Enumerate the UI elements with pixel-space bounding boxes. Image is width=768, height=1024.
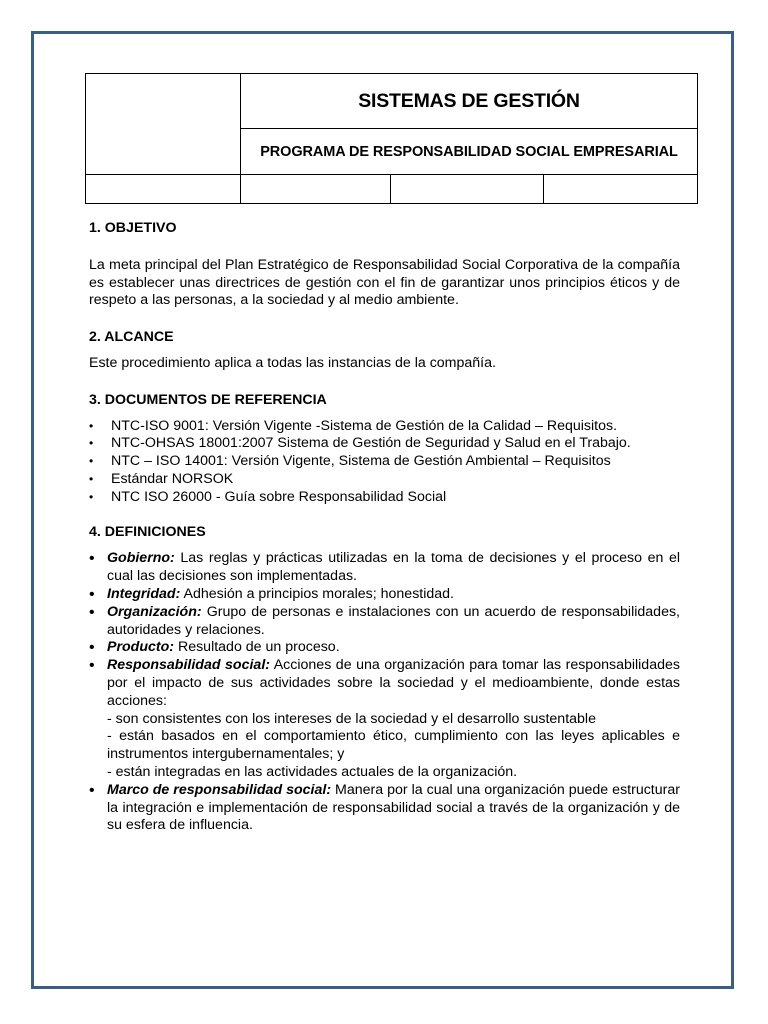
definition-item (89, 639, 680, 657)
alcance-text: Este procedimiento aplica a todas las instancias de la compañía. (89, 354, 496, 371)
section-heading-alcance: 2. ALCANCE (89, 329, 174, 346)
definition-item (89, 604, 680, 640)
header-meta-cell (544, 175, 698, 204)
definition-text: Las reglas y prácticas utilizadas en la toma de decisiones y el proceso en el cual las decisiones son implementadas. (107, 550, 680, 585)
definition-term: Marco de responsabilidad social: (107, 781, 332, 798)
definition-item (89, 550, 680, 586)
definition-text: Adhesión a principios morales; honestidad. (183, 585, 454, 602)
definition-text: Acciones de una organización para tomar las responsabilidades por el impacto de sus actividades sobre la sociedad y el medioambiente, donde estas acciones: (107, 657, 680, 709)
document-subtitle: PROGRAMA DE RESPONSABILIDAD SOCIAL EMPRESARIAL (241, 129, 698, 175)
list-item: • NTC-ISO 9001: Versión Vigente -Sistema de Gestión de la Calidad – Requisitos. (89, 418, 680, 436)
document-title: SISTEMAS DE GESTIÓN (241, 74, 698, 129)
definition-term: Responsabilidad social: (107, 657, 270, 674)
document-body (89, 220, 680, 835)
definition-item (89, 657, 680, 782)
header-meta-cell (391, 175, 544, 204)
definition-subline: - están basados en el comportamiento ético, cumplimiento con las leyes aplicables e instrumentos intergubernamentales; y (107, 728, 680, 763)
logo-cell (86, 74, 241, 175)
definition-item (89, 586, 680, 604)
definition-term: Integridad: (107, 585, 181, 602)
definition-text: Grupo de personas e instalaciones con un acuerdo de responsabilidades, autoridades y relaciones. (107, 603, 680, 638)
reference-list (89, 418, 680, 507)
document-header-table (85, 73, 698, 204)
header-meta-cell (86, 175, 241, 204)
definition-term: Producto: (107, 639, 174, 656)
header-meta-cell (241, 175, 391, 204)
definition-subline: - están integradas en las actividades actuales de la organización. (107, 763, 518, 780)
section-heading-documentos: 3. DOCUMENTOS DE REFERENCIA (89, 391, 327, 408)
list-item: • NTC – ISO 14001: Versión Vigente, Sistema de Gestión Ambiental – Requisitos (89, 453, 680, 471)
definition-item (89, 782, 680, 835)
definition-term: Gobierno: (107, 550, 175, 567)
definition-list (89, 550, 680, 835)
definition-text: Manera por la cual una organización puede estructurar la integración e implementación de responsabilidad social a través de la organización y de su esfera de influencia. (107, 781, 680, 834)
list-item: • NTC-OHSAS 18001:2007 Sistema de Gestión de Seguridad y Salud en el Trabajo. (89, 435, 680, 453)
definition-text: Resultado de un proceso. (177, 639, 340, 656)
objetivo-text: La meta principal del Plan Estratégico de Responsabilidad Social Corporativa de la compañía es establecer unas directrices de gestión con el fin de garantizar unos principios éticos y de respeto a las personas, a la sociedad y al medio ambiente. (89, 256, 680, 309)
section-heading-definiciones: 4. DEFINICIONES (89, 523, 206, 540)
list-item: • NTC ISO 26000 - Guía sobre Responsabilidad Social (89, 489, 680, 507)
section-heading-objetivo: 1. OBJETIVO (89, 220, 177, 236)
list-item: • Estándar NORSOK (89, 471, 680, 489)
definition-subline: - son consistentes con los intereses de la sociedad y el desarrollo sustentable (107, 710, 596, 727)
definition-term: Organización: (107, 603, 202, 620)
